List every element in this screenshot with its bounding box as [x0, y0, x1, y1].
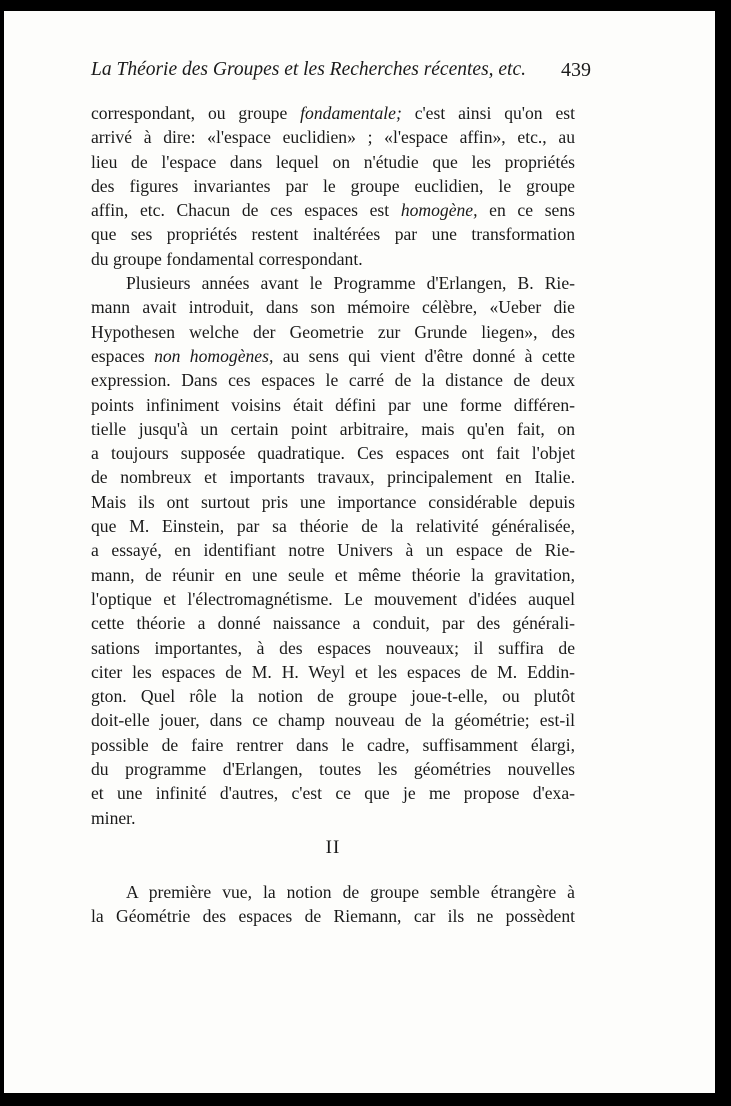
text-line: lieu de l'espace dans lequel on n'étudie que les propriétés — [91, 151, 575, 172]
text-line: a essayé, en identifiant notre Univers à un espace de Rie- — [91, 540, 575, 561]
text-line: Plusieurs années avant le Programme d'Erlangen, B. Rie- — [126, 273, 575, 294]
text-line: sations importantes, à des espaces nouveaux; il suffira de — [91, 637, 575, 658]
text-line: du groupe fondamental correspondant. — [91, 248, 363, 269]
text-line: Mais ils ont surtout pris une importance considérable depuis — [91, 491, 575, 512]
text-line: affin, etc. Chacun de ces espaces est homogène, en ce sens — [91, 200, 575, 221]
text-line: A première vue, la notion de groupe semble étrangère à — [126, 882, 575, 902]
text-line: citer les espaces de M. H. Weyl et les espaces de M. Eddin- — [91, 661, 575, 682]
text-line: mann avait introduit, dans son mémoire célèbre, «Ueber die — [91, 297, 575, 318]
text-line: points infiniment voisins était défini par une forme différen- — [91, 394, 575, 415]
text-line: tielle jusqu'à un certain point arbitraire, mais qu'en fait, on — [91, 418, 575, 439]
text-line: miner. — [91, 807, 136, 828]
text-line: possible de faire rentrer dans le cadre, suffisamment élargi, — [91, 734, 575, 755]
text-line: mann, de réunir en une seule et même théorie la gravitation, — [91, 564, 575, 585]
text-line: du programme d'Erlangen, toutes les géométries nouvelles — [91, 759, 575, 780]
section-heading: II — [325, 837, 341, 858]
text-line: et une infinité d'autres, c'est ce que je me propose d'exa- — [91, 783, 575, 804]
text-line: arrivé à dire: «l'espace euclidien» ; «l'espace affin», etc., au — [91, 127, 575, 148]
text-line: de nombreux et importants travaux, principalement en Italie. — [91, 467, 575, 488]
text-line: a toujours supposée quadratique. Ces espaces ont fait l'objet — [91, 443, 575, 464]
text-line: des figures invariantes par le groupe euclidien, le groupe — [91, 175, 575, 196]
text-line: correspondant, ou groupe fondamentale; c'est ainsi qu'on est — [91, 103, 575, 123]
text-line: doit-elle jouer, dans ce champ nouveau de la géométrie; est-il — [91, 710, 575, 731]
running-head — [91, 59, 591, 81]
text-line: l'optique et l'électromagnétisme. Le mouvement d'idées auquel — [91, 588, 575, 609]
body-text — [91, 101, 575, 830]
book-page — [4, 11, 715, 1093]
running-title: La Théorie des Groupes et les Recherches récentes, etc. — [91, 59, 527, 80]
text-line: cette théorie a donné naissance a conduit, par des générali- — [91, 613, 575, 634]
page-number: 439 — [561, 59, 591, 81]
text-line: la Géométrie des espaces de Riemann, car ils ne possèdent — [91, 906, 575, 927]
text-line: expression. Dans ces espaces le carré de la distance de deux — [91, 370, 575, 391]
text-line: gton. Quel rôle la notion de groupe joue-t-elle, ou plutôt — [91, 686, 575, 707]
text-line: espaces non homogènes, au sens qui vient d'être donné à cette — [91, 345, 576, 366]
body-text-continued — [91, 880, 575, 929]
text-line: que ses propriétés restent inaltérées par une transformation — [91, 224, 575, 245]
text-line: que M. Einstein, par sa théorie de la relativité généralisée, — [91, 516, 575, 537]
text-line: Hypothesen welche der Geometrie zur Grunde liegen», des — [91, 321, 575, 342]
